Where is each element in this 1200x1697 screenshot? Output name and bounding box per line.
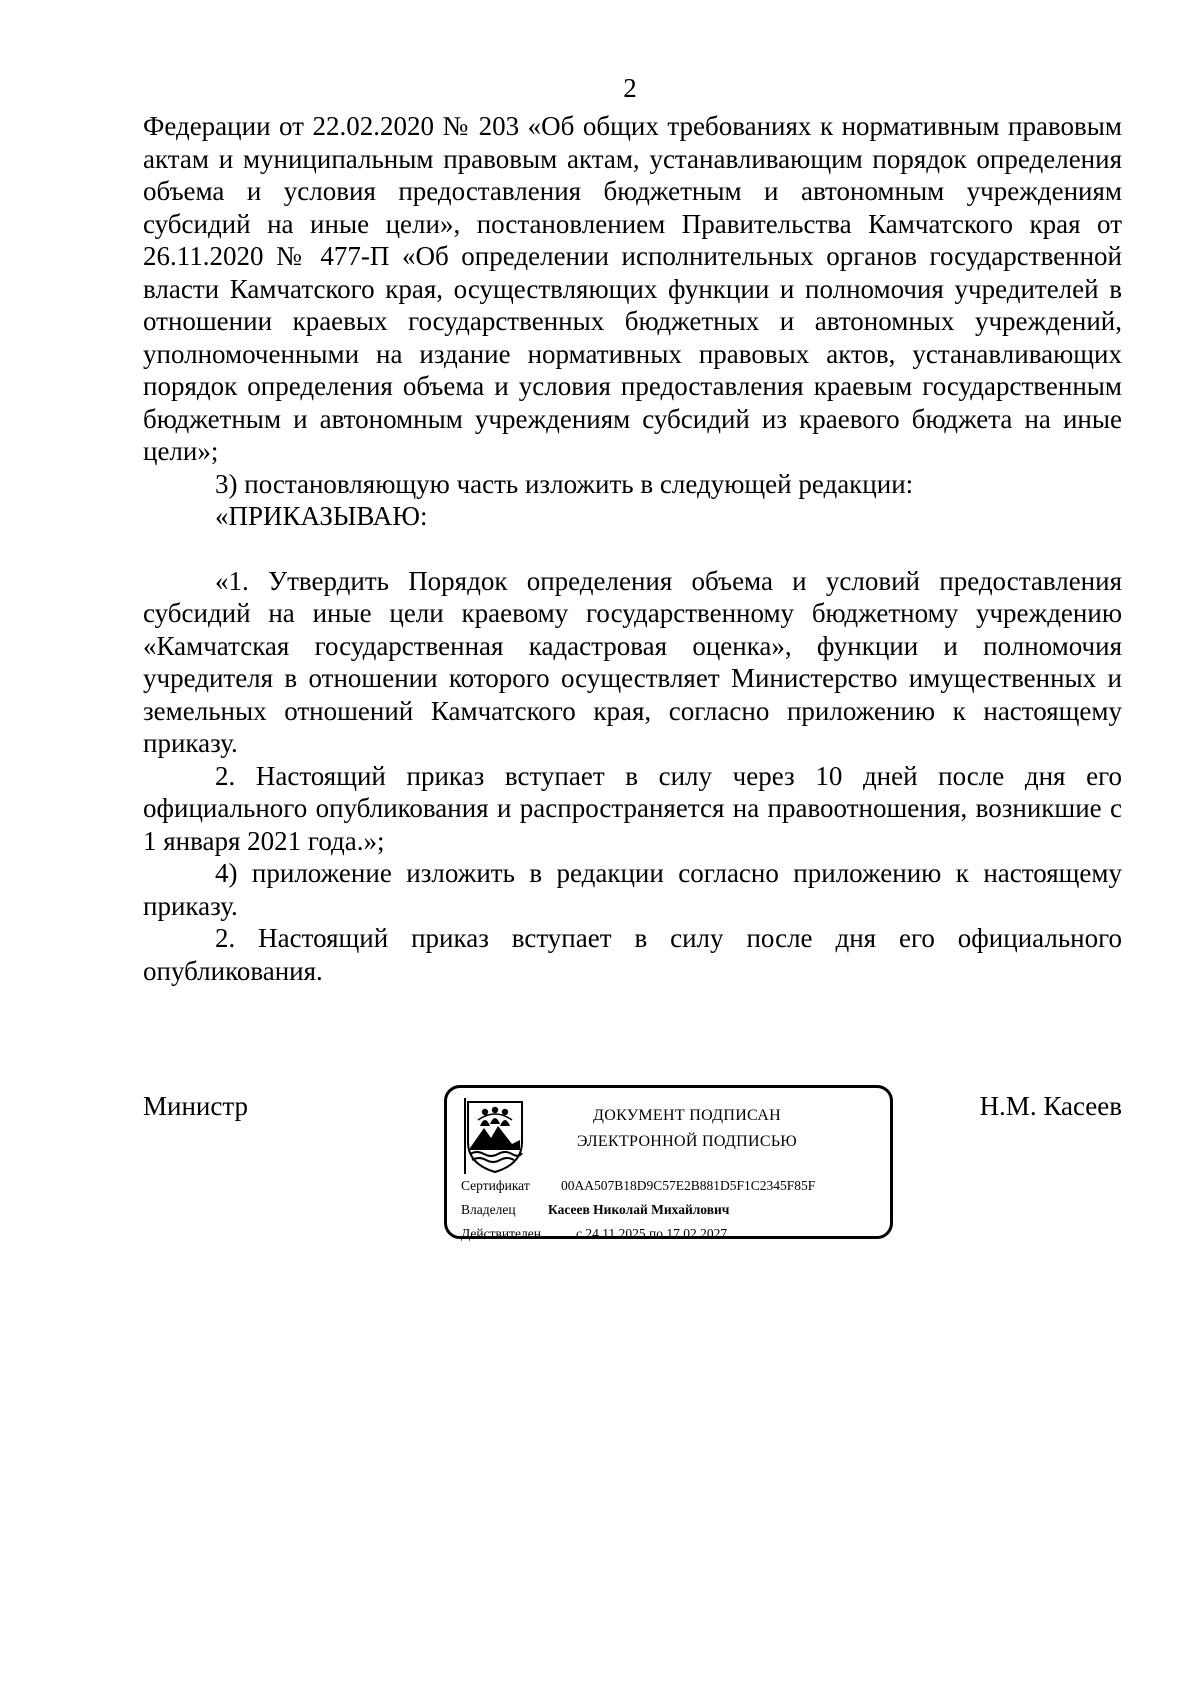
stamp-certificate-row xyxy=(461,1177,816,1195)
paragraph-order-point-1: «1. Утвердить Порядок определения объема и условий предоставления субсидий на иные цели краевому государственному бюджетному учреждению «Камчатская государственная кадастровая оценка», функции и полномочия учредителя в отношении которого осуществляет Министерство имущественных и земельных отношений Камчатского края, согласно приложению к настоящему приказу. xyxy=(143,565,1122,758)
stamp-owner-value: Касеев Николай Михайлович xyxy=(548,1202,730,1217)
stamp-title-line-1: ДОКУМЕНТ ПОДПИСАН xyxy=(593,1107,781,1124)
electronic-signature-stamp xyxy=(444,1085,893,1239)
signatory-position: Министр xyxy=(143,1091,248,1121)
signature-block xyxy=(143,1090,1122,1250)
signatory-name: Н.М. Касеев xyxy=(979,1091,1122,1121)
paragraph-order-point-2: 2. Настоящий приказ вступает в силу через 10 дней после дня его официального опубликования и распространяется на правоотношения, возникшие с 1 января 2021 года.»; xyxy=(143,760,1122,856)
stamp-owner-row xyxy=(461,1201,730,1219)
stamp-valid-row xyxy=(461,1225,728,1243)
document-body xyxy=(143,110,1122,987)
paragraph-order-heading: «ПРИКАЗЫВАЮ: xyxy=(215,501,428,531)
stamp-owner-label: Владелец xyxy=(461,1202,516,1217)
paragraph-item-4: 4) приложение изложить в редакции согласно приложению к настоящему приказу. xyxy=(143,858,1122,921)
paragraph-item-3: 3) постановляющую часть изложить в следующей редакции: xyxy=(215,468,914,499)
stamp-certificate-value: 00AA507B18D9C57E2B881D5F1C2345F85F xyxy=(561,1178,816,1193)
stamp-valid-label: Действителен xyxy=(461,1226,541,1241)
stamp-title xyxy=(537,1103,837,1155)
kamchatka-emblem-icon xyxy=(464,1098,526,1174)
paragraph-effective-date: 2. Настоящий приказ вступает в силу после дня его официального опубликования. xyxy=(143,923,1122,986)
page-number: 2 xyxy=(623,73,637,103)
stamp-certificate-label: Сертификат xyxy=(461,1178,530,1193)
stamp-valid-value: с 24.11.2025 по 17.02.2027 xyxy=(576,1226,728,1241)
paragraph-preamble: Федерации от 22.02.2020 № 203 «Об общих требованиях к нормативным правовым актам и муниципальным правовым актам, устанавливающим порядок определения объема и условия предоставления бюджетным и автономным учреждениям субсидий на иные цели», постановлением Правительства Камчатского края от 26.11.2020 № 477-П «Об определении исполнительных органов государственной власти Камчатского края, осуществляющих функции и полномочия учредителей в отношении краевых государственных бюджетных и автономных учреждений, уполномоченными на издание нормативных правовых актов, устанавливающих порядок определения объема и условия предоставления краевым государственным бюджетным и автономным учреждениям субсидий из краевого бюджета на иные цели»; xyxy=(143,111,1122,466)
stamp-title-line-2: ЭЛЕКТРОННОЙ ПОДПИСЬЮ xyxy=(576,1133,798,1150)
